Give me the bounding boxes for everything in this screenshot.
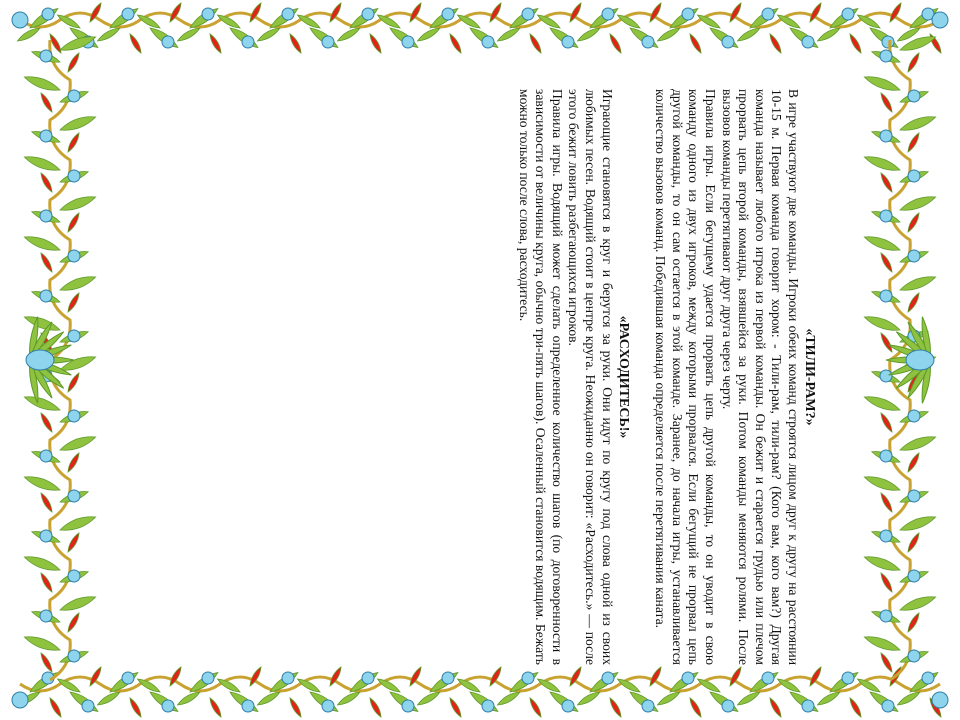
berry-ornament	[122, 8, 134, 20]
fan-flower-ornament	[26, 316, 74, 404]
green-leaf	[898, 433, 937, 454]
berry-ornament	[68, 90, 80, 102]
green-leaf	[96, 689, 122, 707]
green-leaf	[898, 513, 937, 534]
green-leaf	[863, 153, 902, 174]
berry-ornament	[40, 50, 52, 62]
berry-ornament	[42, 8, 54, 20]
berry-ornament	[402, 700, 414, 712]
red-leaf	[528, 33, 543, 55]
berry-ornament	[482, 36, 494, 48]
green-leaf	[656, 25, 682, 43]
berry-ornament	[242, 700, 254, 712]
green-leaf	[863, 553, 902, 574]
green-leaf	[336, 25, 362, 43]
green-leaf	[256, 689, 282, 707]
green-leaf	[898, 113, 937, 134]
berry-ornament	[932, 692, 948, 708]
berry-ornament	[922, 672, 934, 684]
green-leaf	[816, 25, 842, 43]
paragraph-tili-ram-rules: Правила игры. Если бегущему удается прорвать цепь другой команды, то он уводит в свою команду одного из двух игроков, между которыми прорвался. Если бегущий не прорвал цепь другой команды, то он сам остается в этой команде. Заранее, до начала игры, устанавливается количество вызовов команд. Победившая команда определяется после перетягивания каната.	[653, 89, 719, 665]
berry-ornament	[68, 570, 80, 582]
berry-ornament	[242, 36, 254, 48]
green-leaf	[23, 313, 62, 334]
berry-ornament	[68, 330, 80, 342]
berry-ornament	[442, 8, 454, 20]
green-leaf	[96, 25, 122, 43]
berry-ornament	[762, 672, 774, 684]
berry-ornament	[762, 8, 774, 20]
green-leaf	[656, 689, 682, 707]
berry-ornament	[40, 130, 52, 142]
red-leaf	[906, 532, 921, 554]
red-leaf	[879, 572, 894, 594]
berry-ornament	[908, 170, 920, 182]
berry-ornament	[882, 700, 894, 712]
berry-ornament	[68, 490, 80, 502]
berry-ornament	[880, 610, 892, 622]
berry-ornament	[82, 700, 94, 712]
red-leaf	[39, 252, 54, 274]
berry-ornament	[362, 8, 374, 20]
red-leaf	[906, 132, 921, 154]
red-leaf	[906, 452, 921, 474]
berry-ornament	[880, 210, 892, 222]
green-leaf	[58, 273, 97, 294]
red-leaf	[288, 697, 303, 719]
red-leaf	[208, 33, 223, 55]
berry-ornament	[908, 570, 920, 582]
red-leaf	[608, 697, 623, 719]
berry-ornament	[932, 12, 948, 28]
berry-ornament	[908, 90, 920, 102]
green-leaf	[496, 25, 522, 43]
green-leaf	[176, 689, 202, 707]
green-leaf	[898, 273, 937, 294]
green-leaf	[736, 689, 762, 707]
green-leaf	[58, 193, 97, 214]
red-leaf	[768, 697, 783, 719]
red-leaf	[66, 212, 81, 234]
red-leaf	[928, 33, 943, 55]
red-leaf	[66, 292, 81, 314]
red-leaf	[879, 492, 894, 514]
berry-ornament	[562, 36, 574, 48]
berry-ornament	[322, 36, 334, 48]
green-leaf	[58, 513, 97, 534]
red-leaf	[879, 652, 894, 674]
red-leaf	[906, 52, 921, 74]
berry-ornament	[68, 170, 80, 182]
green-leaf	[863, 393, 902, 414]
red-leaf	[66, 532, 81, 554]
red-leaf	[448, 697, 463, 719]
red-leaf	[848, 33, 863, 55]
berry-ornament	[40, 290, 52, 302]
red-leaf	[608, 33, 623, 55]
berry-ornament	[642, 700, 654, 712]
berry-ornament	[202, 672, 214, 684]
green-leaf	[23, 393, 62, 414]
green-leaf	[863, 73, 902, 94]
green-leaf	[23, 633, 62, 654]
red-leaf	[448, 33, 463, 55]
red-leaf	[768, 33, 783, 55]
berry-ornament	[362, 672, 374, 684]
red-leaf	[906, 612, 921, 634]
berry-ornament	[522, 8, 534, 20]
berry-ornament	[68, 250, 80, 262]
berry-ornament	[68, 650, 80, 662]
berry-ornament	[282, 8, 294, 20]
berry-ornament	[880, 450, 892, 462]
berry-ornament	[162, 36, 174, 48]
red-leaf	[128, 33, 143, 55]
green-leaf	[898, 193, 937, 214]
red-leaf	[288, 33, 303, 55]
green-leaf	[23, 473, 62, 494]
berry-ornament	[12, 692, 28, 708]
berry-ornament	[162, 700, 174, 712]
berry-ornament	[802, 36, 814, 48]
green-leaf	[863, 633, 902, 654]
red-leaf	[879, 172, 894, 194]
berry-ornament	[40, 610, 52, 622]
berry-ornament	[682, 672, 694, 684]
red-leaf	[879, 92, 894, 114]
green-leaf	[863, 233, 902, 254]
green-leaf	[576, 689, 602, 707]
berry-ornament	[882, 36, 894, 48]
red-leaf	[66, 52, 81, 74]
red-leaf	[39, 92, 54, 114]
berry-ornament	[642, 36, 654, 48]
berry-ornament	[12, 12, 28, 28]
berry-ornament	[122, 672, 134, 684]
berry-ornament	[722, 700, 734, 712]
berry-ornament	[442, 672, 454, 684]
red-leaf	[66, 452, 81, 474]
red-leaf	[906, 292, 921, 314]
berry-ornament	[802, 700, 814, 712]
red-leaf	[528, 697, 543, 719]
green-leaf	[256, 25, 282, 43]
berry-ornament	[562, 700, 574, 712]
berry-ornament	[40, 210, 52, 222]
green-leaf	[736, 25, 762, 43]
berry-ornament	[880, 130, 892, 142]
red-leaf	[48, 697, 63, 719]
berry-ornament	[202, 8, 214, 20]
rotated-text-block	[208, 89, 818, 665]
red-leaf	[66, 132, 81, 154]
green-leaf	[816, 689, 842, 707]
red-leaf	[688, 33, 703, 55]
green-leaf	[23, 233, 62, 254]
paragraph-raskhodites-intro: Играющие становятся в круг и берутся за руки. Они идут по кругу под слова одной из своих любимых песен. Водящий стоит в центре круга. Неожиданно он говорит: «Расходитесь.» — после этого бежит ловить разбегающихся игроков.	[566, 89, 615, 665]
red-leaf	[128, 697, 143, 719]
berry-ornament	[880, 290, 892, 302]
section-title-tili-ram: «ТИЛИ-РАМ?»	[802, 328, 817, 426]
red-leaf	[66, 612, 81, 634]
red-leaf	[39, 652, 54, 674]
berry-ornament	[908, 250, 920, 262]
berry-ornament	[68, 410, 80, 422]
red-leaf	[39, 412, 54, 434]
red-leaf	[906, 212, 921, 234]
section-title-raskhodites: «РАСХОДИТЕСЬ!»	[615, 315, 631, 439]
red-leaf	[879, 252, 894, 274]
green-leaf	[23, 553, 62, 574]
green-leaf	[23, 73, 62, 94]
red-leaf	[848, 697, 863, 719]
berry-ornament	[602, 672, 614, 684]
berry-ornament	[282, 672, 294, 684]
berry-ornament	[908, 650, 920, 662]
berry-ornament	[880, 50, 892, 62]
berry-ornament	[40, 450, 52, 462]
green-leaf	[416, 689, 442, 707]
berry-ornament	[40, 530, 52, 542]
berry-ornament	[402, 36, 414, 48]
green-leaf	[896, 689, 922, 707]
berry-ornament	[522, 672, 534, 684]
green-leaf	[58, 593, 97, 614]
berry-ornament	[880, 370, 892, 382]
paragraph-tili-ram-rules-intro: В игре участвуют две команды. Игроки обеих команд строятся лицом друг к другу на расстоянии 10-15 м. Первая команда говорит хором: - Тили-рам, тили-рам? (Кого вам, кого вам?) Другая команда называет любого игрока из первой команды. Он бежит и старается грудью или плечом прорвать цепь второй команды, взявшейся за руки. Потом команды меняются ролями. После вызовов команды перетягивают друг друга через черту.	[719, 89, 801, 665]
red-leaf	[368, 33, 383, 55]
red-leaf	[39, 492, 54, 514]
green-leaf	[863, 473, 902, 494]
berry-ornament	[602, 8, 614, 20]
red-leaf	[208, 697, 223, 719]
paragraph-raskhodites-rules: Правила игры. Водящий может сделать определенное количество шагов (по договоренности в зависимости от величины круга, обычно три-пять шагов). Осаленный становится водящим. Бежать можно только после слова, расходитесь.	[516, 89, 565, 665]
green-leaf	[496, 689, 522, 707]
berry-ornament	[880, 530, 892, 542]
green-leaf	[416, 25, 442, 43]
berry-ornament	[908, 490, 920, 502]
green-leaf	[336, 689, 362, 707]
green-leaf	[23, 153, 62, 174]
green-leaf	[576, 25, 602, 43]
berry-ornament	[722, 36, 734, 48]
red-leaf	[879, 332, 894, 354]
red-leaf	[39, 172, 54, 194]
green-leaf	[58, 433, 97, 454]
berry-ornament	[908, 410, 920, 422]
green-leaf	[176, 25, 202, 43]
red-leaf	[368, 697, 383, 719]
green-leaf	[898, 593, 937, 614]
berry-ornament	[842, 8, 854, 20]
berry-ornament	[322, 700, 334, 712]
green-leaf	[58, 113, 97, 134]
green-leaf	[863, 313, 902, 334]
red-leaf	[39, 572, 54, 594]
red-leaf	[688, 697, 703, 719]
berry-ornament	[842, 672, 854, 684]
red-leaf	[879, 412, 894, 434]
berry-ornament	[682, 8, 694, 20]
berry-ornament	[482, 700, 494, 712]
